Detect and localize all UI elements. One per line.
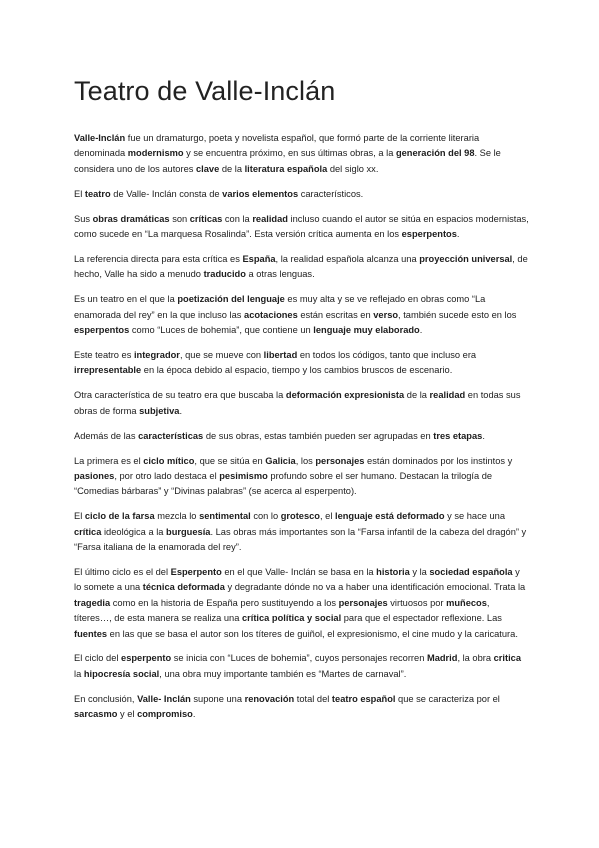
text-run: , que se sitúa en: [194, 455, 266, 466]
text-run: es muy alta y se ve reflejado en obras como “La enamorada del rey” en la que incluso las: [74, 294, 486, 320]
text-run: , el: [319, 511, 335, 522]
paragraph: [74, 348, 529, 379]
text-run: y se encuentra próximo, en sus últimas obras, a la: [183, 148, 396, 159]
bold-text: críticas: [189, 213, 223, 224]
text-run: se inicia con “Luces de bohemia”, cuyos personajes recorren: [171, 653, 427, 664]
paragraph: [74, 651, 529, 682]
bold-text: subjetiva: [139, 405, 180, 416]
bold-text: esperpento: [121, 653, 172, 664]
text-run: la: [74, 668, 84, 679]
text-run: están dominados por los instintos y: [364, 455, 513, 466]
text-run: , que se mueve con: [179, 349, 264, 360]
bold-text: traducido: [203, 269, 246, 280]
text-run: El último ciclo es el del: [74, 566, 171, 577]
paragraph: [74, 565, 529, 642]
bold-text: Galicia: [265, 455, 296, 466]
text-run: son: [169, 213, 190, 224]
bold-text: teatro español: [331, 693, 396, 704]
bold-text: ciclo de la farsa: [84, 511, 155, 522]
paragraph: [74, 187, 529, 202]
text-run: .: [456, 229, 460, 240]
bold-text: deformación expresionista: [285, 390, 405, 401]
text-run: para que el espectador reflexione. Las: [341, 613, 502, 624]
text-run: de la: [219, 163, 245, 174]
text-run: .: [192, 709, 196, 720]
paragraph: [74, 292, 529, 338]
bold-text: grotesco: [280, 511, 320, 522]
bold-text: lenguaje muy elaborado: [313, 325, 420, 336]
bold-text: Esperpento: [170, 566, 222, 577]
bold-text: literatura española: [244, 163, 328, 174]
text-run: incluso cuando el autor se sitúa en espacios modernistas, como sucede en “La marquesa Rosalinda”. Esta versión crítica aumenta en los: [74, 213, 529, 240]
text-run: , la obra: [457, 653, 494, 664]
bold-text: renovación: [244, 693, 295, 704]
bold-text: obras dramáticas: [92, 213, 170, 224]
text-run: y se hace una: [444, 511, 505, 522]
bold-text: verso: [373, 309, 399, 320]
text-run: Este teatro es: [74, 349, 134, 360]
bold-text: proyección universal: [419, 253, 513, 264]
text-run: como en la historia de España pero sustituyendo a los: [110, 597, 339, 608]
text-run: mezcla lo: [154, 511, 200, 522]
paragraph: [74, 692, 529, 723]
bold-text: personajes: [315, 455, 365, 466]
bold-text: sarcasmo: [74, 709, 118, 720]
text-run: , una obra muy importante también es “Martes de carnaval”.: [159, 668, 407, 679]
text-run: . Las obras más importantes son la “Farsa infantil de la cabeza del dragón” y “Farsa italiana de la enamorada del rey”.: [74, 526, 527, 553]
text-run: que se caracteriza por el: [395, 693, 500, 704]
bold-text: crítica: [74, 526, 102, 537]
bold-text: integrador: [133, 349, 180, 360]
bold-text: modernismo: [127, 148, 184, 159]
text-run: ideológica a la: [101, 526, 167, 537]
paragraph: [74, 212, 529, 243]
bold-text: técnica deformada: [142, 582, 225, 593]
bold-text: generación del 98: [395, 148, 475, 159]
text-run: .: [419, 325, 423, 336]
text-run: , la realidad española alcanza una: [275, 253, 420, 264]
bold-text: compromiso: [137, 709, 193, 720]
bold-text: teatro: [84, 188, 111, 199]
bold-text: realidad: [429, 390, 466, 401]
bold-text: poetización del lenguaje: [177, 294, 285, 305]
text-run: En conclusión,: [74, 693, 138, 704]
bold-text: irrepresentable: [74, 365, 142, 376]
bold-text: características: [138, 430, 204, 441]
text-run: y lo somete a una: [74, 566, 520, 593]
bold-text: hipocresía social: [83, 668, 160, 679]
text-run: del siglo xx.: [327, 163, 379, 174]
text-run: Es un teatro en el que la: [74, 294, 178, 305]
document-title: Teatro de Valle-Inclán: [74, 76, 336, 106]
text-run: de la: [404, 390, 430, 401]
text-run: a otras lenguas.: [245, 269, 315, 280]
text-run: La referencia directa para esta crítica es: [74, 253, 243, 264]
bold-text: esperpentos: [74, 325, 130, 336]
text-run: característicos.: [298, 188, 364, 199]
text-run: profundo sobre el ser humano. Destacan la trilogía de “Comedias bárbaras” y “Divinas palabras” (se acerca al esperpento).: [74, 470, 493, 497]
text-run: El ciclo del: [74, 653, 122, 664]
text-run: fue un dramaturgo, poeta y novelista español, que formó parte de la corriente literaria denominada: [74, 133, 480, 159]
text-run: y degradante dónde no va a haber una identificación emocional. Trata la: [224, 582, 526, 593]
text-run: supone una: [190, 693, 245, 704]
bold-text: esperpentos: [401, 229, 457, 240]
bold-text: burguesía: [166, 526, 211, 537]
text-run: , por otro lado destaca el: [114, 470, 220, 481]
paragraph: [74, 454, 529, 500]
text-run: en el que Valle- Inclán se basa en la: [221, 566, 377, 577]
text-run: en todos los códigos, tanto que incluso era: [297, 349, 477, 360]
bold-text: tragedia: [74, 597, 111, 608]
text-run: están escritas en: [297, 309, 374, 320]
paragraph: [74, 429, 529, 444]
text-run: de sus obras, estas también pueden ser agrupadas en: [203, 430, 434, 441]
text-run: Otra característica de su teatro era que buscaba la: [74, 390, 286, 401]
text-run: Sus: [74, 213, 93, 224]
bold-text: crítica política y social: [241, 613, 342, 624]
text-run: en todas sus obras de forma: [74, 390, 521, 416]
bold-text: España: [242, 253, 276, 264]
text-run: de Valle- Inclán consta de: [110, 188, 223, 199]
paragraph: [74, 131, 529, 177]
bold-text: fuentes: [74, 628, 108, 639]
text-run: y la: [409, 566, 430, 577]
bold-text: muñecos: [446, 597, 487, 608]
text-run: , los: [295, 455, 316, 466]
bold-text: sociedad española: [429, 566, 513, 577]
text-run: en la época debido al espacio, tiempo y los cambios bruscos de escenario.: [141, 365, 453, 376]
text-run: con la: [222, 213, 253, 224]
bold-text: Madrid: [426, 653, 458, 664]
document-body: [74, 131, 529, 723]
text-run: , también sucede esto en los: [398, 309, 517, 320]
bold-text: tres etapas: [433, 430, 483, 441]
text-run: como “Luces de bohemia”, que contiene un: [129, 325, 314, 336]
text-run: El: [74, 511, 85, 522]
bold-text: libertad: [263, 349, 298, 360]
text-run: , títeres…, de esta manera se realiza una: [74, 597, 490, 624]
bold-text: lenguaje está deformado: [334, 511, 445, 522]
bold-text: historia: [376, 566, 410, 577]
bold-text: Valle- Inclán: [137, 693, 191, 704]
bold-text: personajes: [338, 597, 388, 608]
text-run: y el: [117, 709, 138, 720]
text-run: , de hecho, Valle ha sido a menudo: [74, 253, 528, 280]
bold-text: acotaciones: [244, 309, 298, 320]
bold-text: varios elementos: [222, 188, 299, 199]
paragraph: [74, 252, 529, 283]
bold-text: clave: [195, 163, 220, 174]
bold-text: realidad: [252, 213, 288, 224]
text-run: Además de las: [74, 430, 139, 441]
bold-text: critica: [493, 653, 522, 664]
paragraph: [74, 509, 529, 555]
text-run: . Se le considera uno de los autores: [74, 148, 501, 174]
text-run: en las que se basa el autor son los títeres de guiñol, el expresionismo, el cine mudo y la caricatura.: [107, 628, 518, 639]
text-run: .: [482, 430, 485, 441]
text-run: La primera es el: [74, 455, 144, 466]
bold-text: pasiones: [74, 470, 115, 481]
text-run: virtuosos por: [387, 597, 447, 608]
text-run: total del: [294, 693, 332, 704]
text-run: con lo: [250, 511, 281, 522]
text-run: El: [74, 188, 85, 199]
bold-text: ciclo mítico: [143, 455, 195, 466]
bold-text: Valle-Inclán: [74, 133, 126, 143]
bold-text: pesimismo: [219, 470, 268, 481]
text-run: .: [179, 405, 183, 416]
bold-text: sentimental: [199, 511, 251, 522]
paragraph: [74, 388, 529, 419]
